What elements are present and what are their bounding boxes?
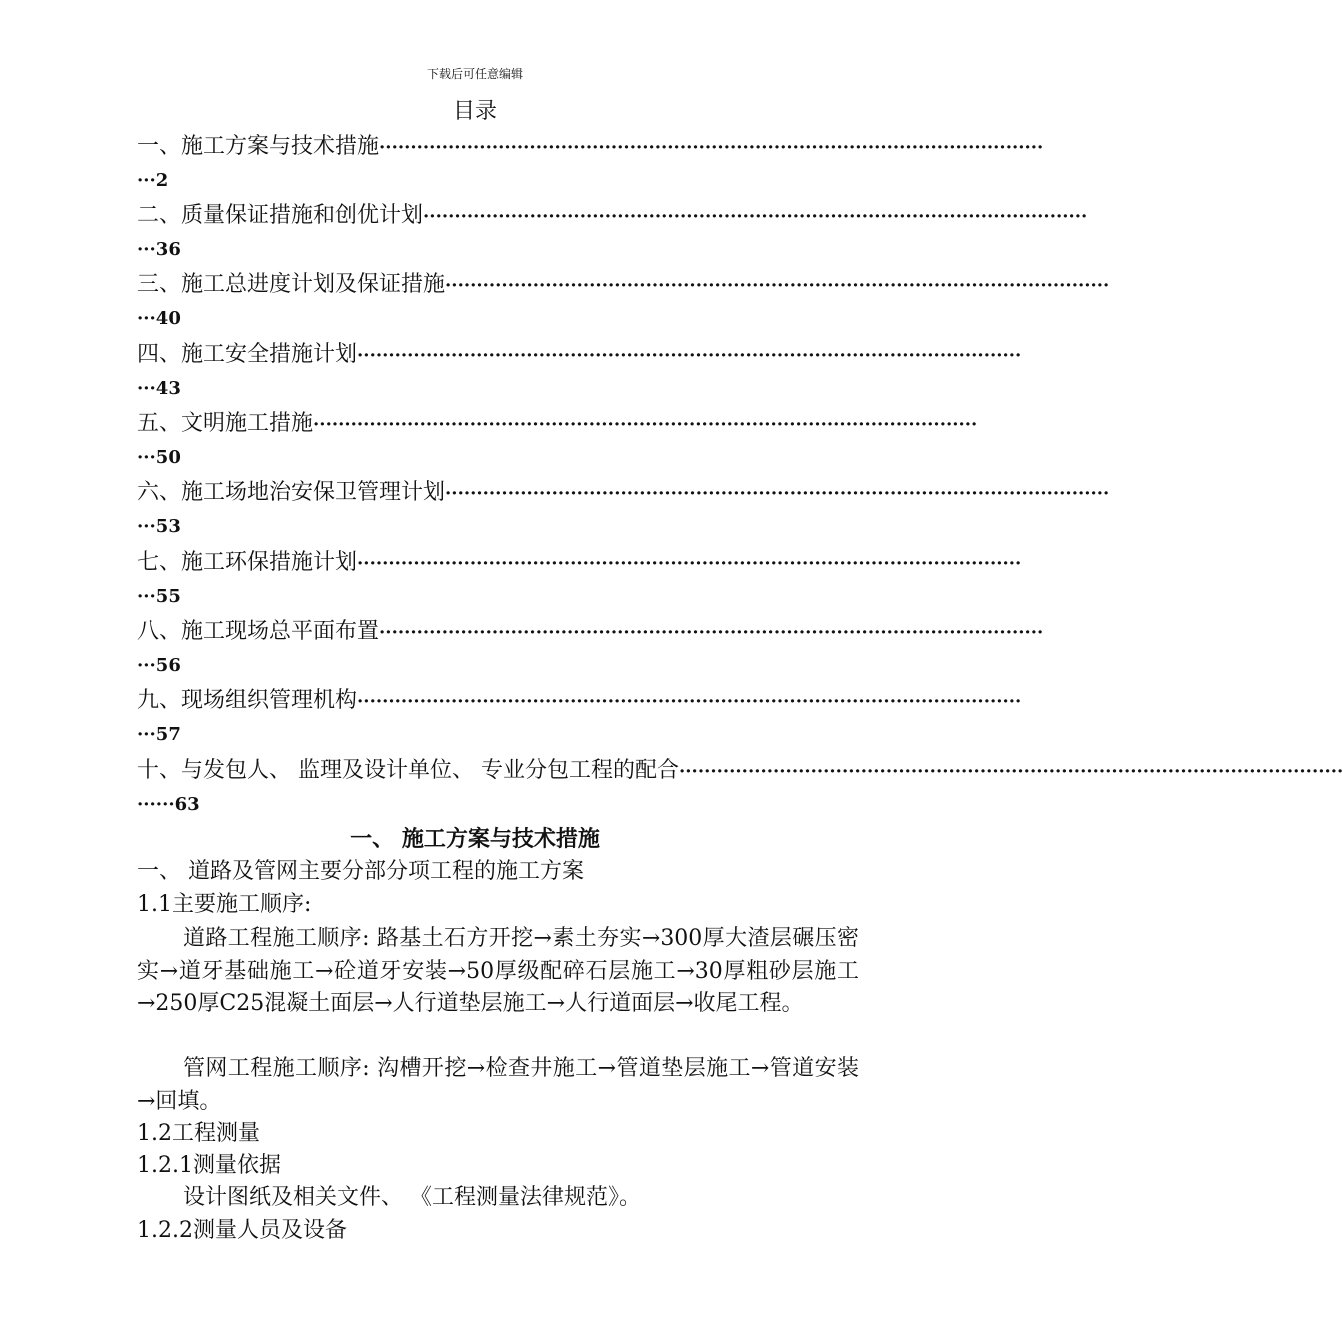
toc-entry	[137, 201, 1088, 265]
subsection-heading: 一、 道路及管网主要分部分项工程的施工方案	[137, 859, 584, 884]
toc-entry-label: 施工场地治安保卫管理计划	[181, 480, 446, 505]
toc-entry-label: 施工方案与技术措施	[181, 134, 380, 159]
road-sequence-paragraph: 道路工程施工顺序: 路基土石方开挖→素土夯实→300厚大渣层碾压密实→道牙基础施工→砼道牙安装→50厚级配碎石层施工→30厚粗砂层施工→250厚C25混凝土面层→人行道垫层施工→人行道面层→收尾工程。	[137, 926, 859, 1016]
toc-title: 目录	[452, 99, 497, 124]
toc-entry-page: ···43	[137, 378, 181, 399]
toc-entry-page: ······63	[137, 794, 200, 815]
section-heading: 一、 施工方案与技术措施	[350, 826, 600, 852]
toc-entry-number: 九、	[137, 688, 182, 713]
toc-leader-dots: ··········································································································	[445, 483, 1110, 504]
toc-entry-label: 文明施工措施	[181, 411, 314, 436]
toc-entry	[137, 686, 1022, 750]
toc-entry	[137, 409, 978, 473]
toc-leader-dots: ··········································································································	[379, 622, 1044, 643]
toc-entry-number: 三、	[137, 272, 182, 297]
toc-leader-dots: ··········································································································	[357, 691, 1022, 712]
toc-leader-dots: ··········································································································	[423, 206, 1088, 227]
toc-entry-page: ···55	[137, 586, 181, 607]
toc-entry-page: ···57	[137, 724, 181, 745]
toc-entry	[137, 478, 1110, 542]
toc-entry	[137, 270, 1110, 334]
toc-entry	[137, 756, 1343, 820]
toc-entry-page: ···36	[137, 239, 181, 260]
toc-entry-label: 施工总进度计划及保证措施	[181, 272, 446, 297]
toc-entry-label: 质量保证措施和创优计划	[181, 203, 424, 228]
toc-entry-number: 十、	[137, 758, 182, 783]
toc-leader-dots: ··········································································································	[357, 553, 1022, 574]
toc-entry-number: 一、	[137, 134, 182, 159]
toc-entry-label: 施工安全措施计划	[181, 342, 358, 367]
toc-leader-dots: ··········································································································	[379, 137, 1044, 158]
toc-leader-dots: ··········································································································	[445, 275, 1110, 296]
header-note: 下载后可任意编辑	[426, 67, 523, 81]
heading-1-2-2: 1.2.2测量人员及设备	[137, 1218, 347, 1243]
toc-entry-label: 施工现场总平面布置	[181, 619, 380, 644]
heading-1-2: 1.2工程测量	[137, 1121, 260, 1146]
toc-leader-dots: ··········································································································	[313, 414, 978, 435]
toc-entry-label: 现场组织管理机构	[181, 688, 358, 713]
toc-entry	[137, 617, 1044, 681]
toc-leader-dots: ··········································································································	[679, 761, 1343, 782]
toc-entry-page: ···2	[137, 170, 169, 191]
toc-entry-number: 八、	[137, 619, 182, 644]
toc-entry	[137, 132, 1044, 196]
toc-entry-number: 四、	[137, 342, 182, 367]
basis-paragraph: 设计图纸及相关文件、 《工程测量法律规范》。	[183, 1185, 641, 1210]
toc-entry-number: 五、	[137, 411, 182, 436]
toc-entry-page: ···53	[137, 516, 181, 537]
heading-1-1: 1.1主要施工顺序:	[137, 892, 312, 917]
pipe-sequence-paragraph: 管网工程施工顺序: 沟槽开挖→检查井施工→管道垫层施工→管道安装→回填。	[137, 1056, 859, 1114]
toc-entry-number: 七、	[137, 550, 182, 575]
heading-1-2-1: 1.2.1测量依据	[137, 1153, 281, 1178]
toc-entry-number: 二、	[137, 203, 182, 228]
toc-leader-dots: ··········································································································	[357, 345, 1022, 366]
toc-entry-page: ···50	[137, 447, 181, 468]
toc-entry-page: ···40	[137, 308, 181, 329]
toc-entry-label: 施工环保措施计划	[181, 550, 358, 575]
toc-entry	[137, 548, 1022, 612]
toc-entry-page: ···56	[137, 655, 181, 676]
toc-entry	[137, 340, 1022, 404]
toc-entry-label: 与发包人、 监理及设计单位、 专业分包工程的配合	[181, 758, 680, 783]
toc-entry-number: 六、	[137, 480, 182, 505]
